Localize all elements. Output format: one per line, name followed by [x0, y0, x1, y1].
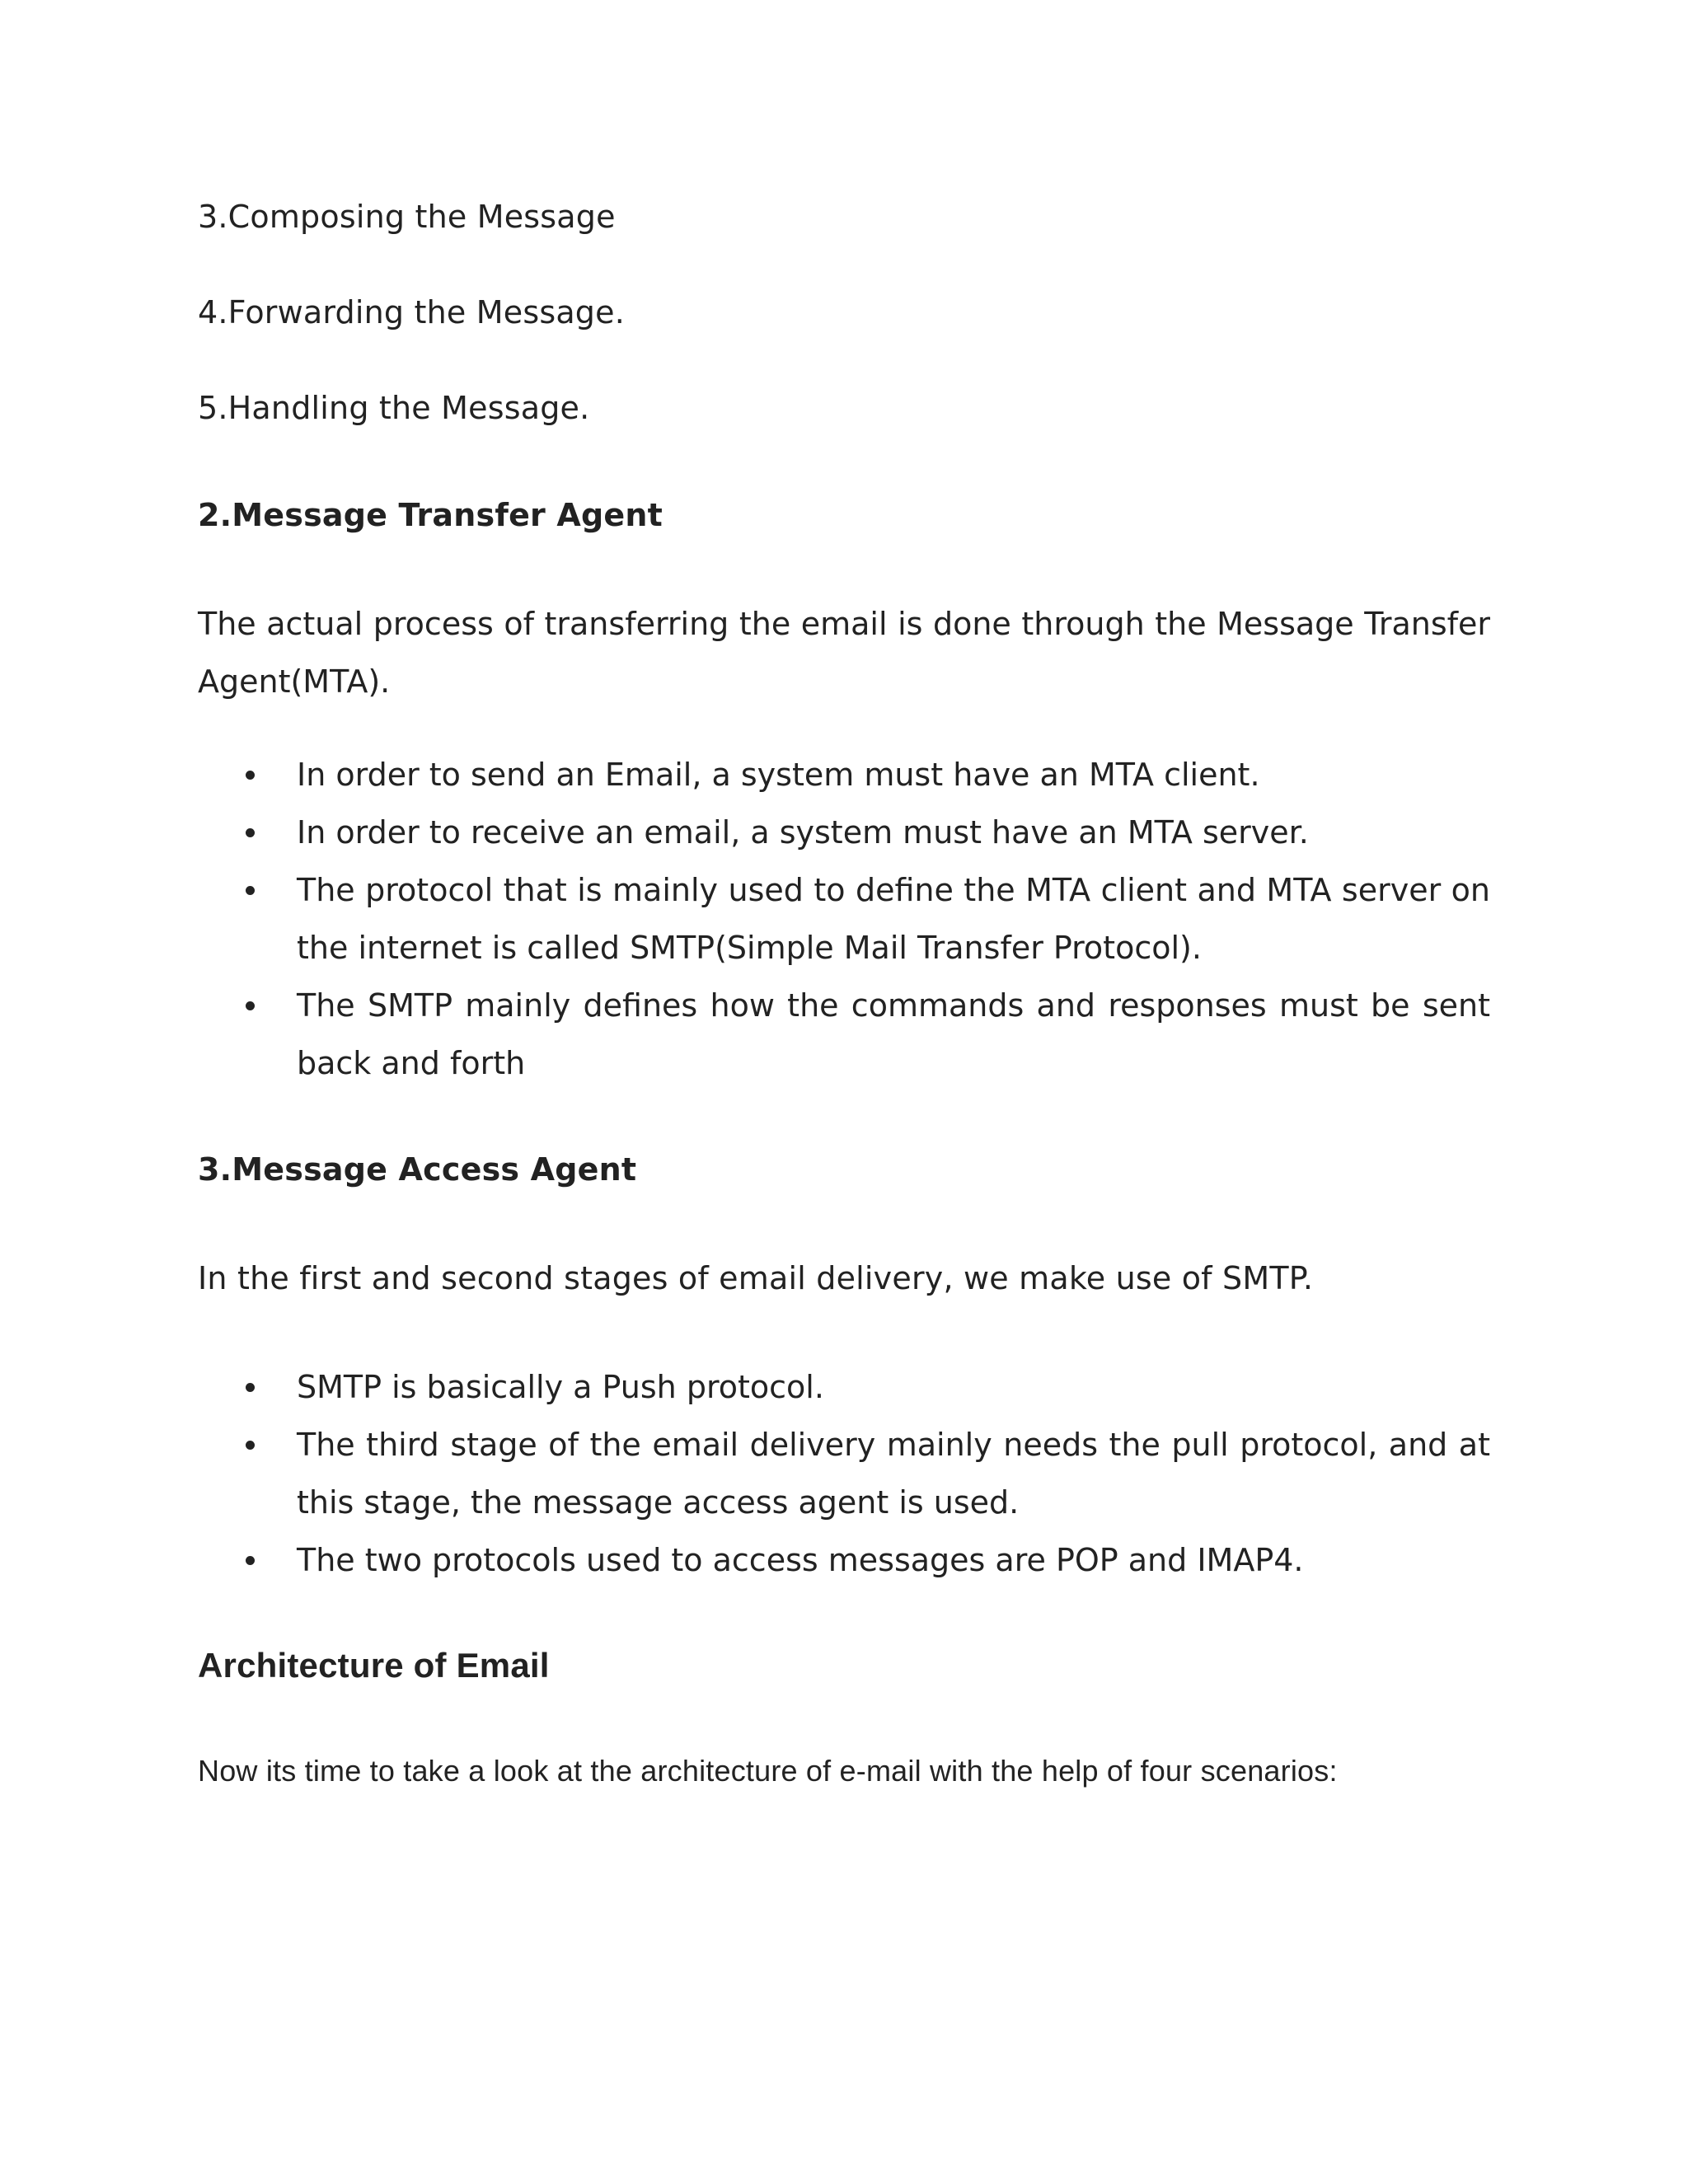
list-item — [198, 1358, 1490, 1416]
bullet-dot — [246, 1001, 255, 1010]
architecture-intro: Now its time to take a look at the architecture of e-mail with the help of four scenarios: — [198, 1754, 1338, 1788]
list-item — [198, 804, 1490, 861]
bullet-dot — [246, 1556, 255, 1565]
architecture-heading: Architecture of Email — [198, 1646, 550, 1685]
step-handling: 5.Handling the Message. — [198, 390, 590, 426]
maa-intro: In the first and second stages of email delivery, we make use of SMTP. — [198, 1260, 1314, 1296]
maa-bullet-list — [198, 1358, 1490, 1589]
bullet-dot — [246, 828, 255, 837]
maa-heading: 3.Message Access Agent — [198, 1151, 637, 1188]
list-item — [198, 977, 1490, 1092]
list-item-text: In order to send an Email, a system must have an MTA client. — [297, 757, 1260, 793]
list-item — [198, 746, 1490, 804]
list-item — [198, 861, 1490, 977]
mta-heading: 2.Message Transfer Agent — [198, 497, 663, 533]
list-item-text: The SMTP mainly defines how the commands and responses must be sent back and forth — [297, 987, 1490, 1081]
mta-bullet-list — [198, 746, 1490, 1092]
list-item-text: The protocol that is mainly used to define the MTA client and MTA server on the internet is called SMTP(Simple Mail Transfer Protocol). — [297, 872, 1490, 966]
bullet-dot — [246, 1383, 255, 1392]
bullet-dot — [246, 886, 255, 895]
list-item — [198, 1416, 1490, 1531]
list-item-text: In order to receive an email, a system must have an MTA server. — [297, 814, 1309, 851]
list-item-text: The two protocols used to access messages are POP and IMAP4. — [297, 1542, 1304, 1578]
list-item-text: SMTP is basically a Push protocol. — [297, 1369, 824, 1405]
step-forwarding: 4.Forwarding the Message. — [198, 294, 625, 330]
list-item — [198, 1531, 1490, 1589]
bullet-dot — [246, 1441, 255, 1450]
bullet-dot — [246, 771, 255, 780]
mta-intro: The actual process of transferring the email is done through the Message Transfer Agent(MTA). — [198, 606, 1490, 700]
list-item-text: The third stage of the email delivery mainly needs the pull protocol, and at this stage, the message access agent is used. — [297, 1427, 1490, 1521]
step-composing: 3.Composing the Message — [198, 199, 616, 235]
